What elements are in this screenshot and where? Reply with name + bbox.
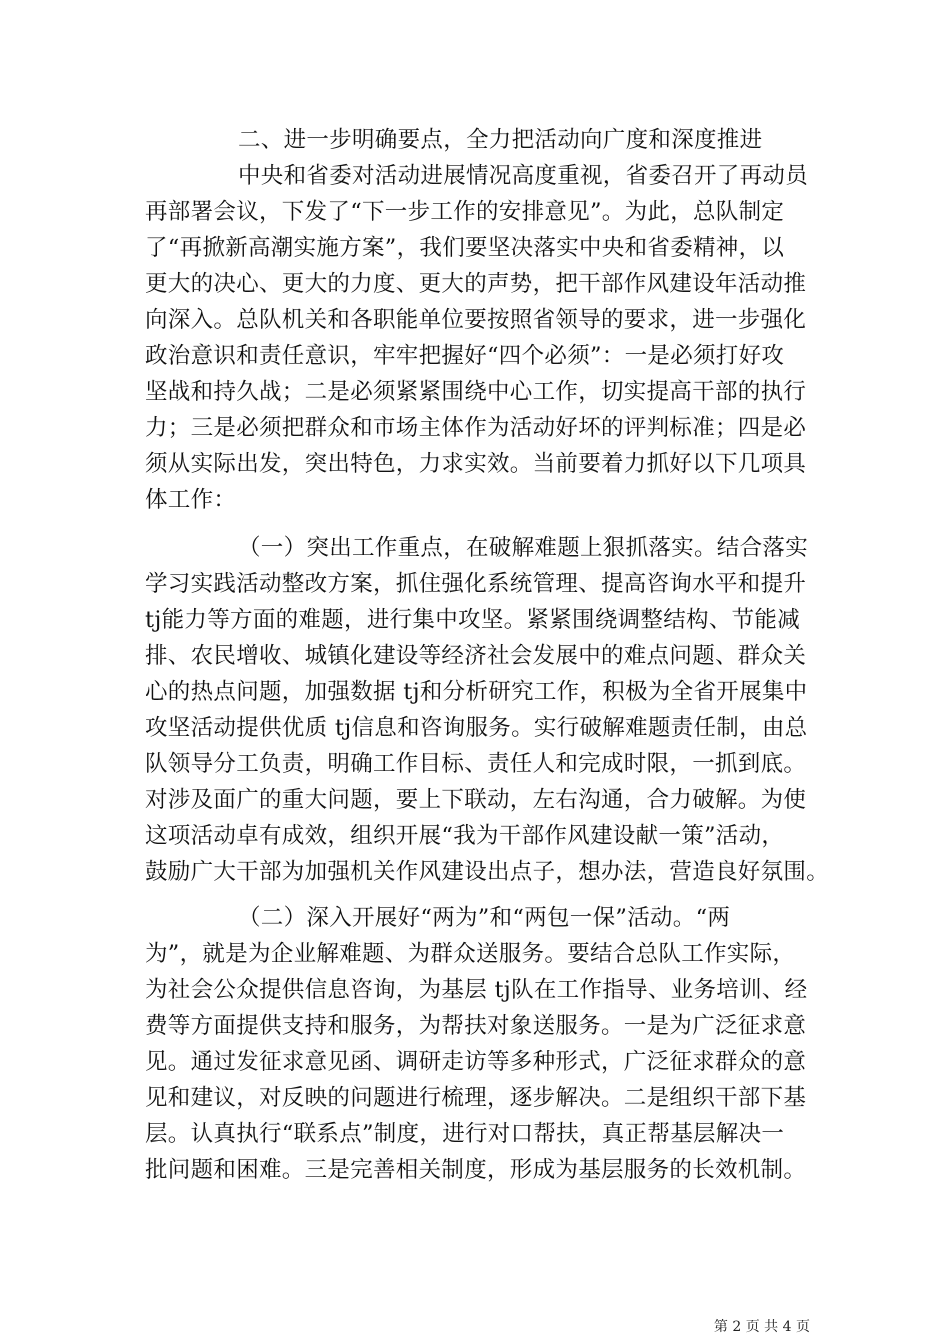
paragraph-2-line: 队领导分工负责，明确工作目标、责任人和完成时限，一抓到底。	[145, 751, 807, 777]
paragraph-2-line: 学习实践活动整改方案，抓住强化系统管理、提高咨询水平和提升	[145, 571, 807, 597]
paragraph-3-line: （二）深入开展好“两为”和“两包一保”活动。“两	[238, 905, 731, 931]
paragraph-2-line: 鼓励广大干部为加强机关作风建设出点子，想办法，营造良好氛围。	[145, 859, 830, 885]
paragraph-1-line: 体工作：	[145, 487, 237, 513]
paragraph-3-line: 费等方面提供支持和服务，为帮扶对象送服务。一是为广泛征求意	[145, 1013, 807, 1039]
paragraph-2-line: 排、农民增收、城镇化建设等经济社会发展中的难点问题、群众关	[145, 643, 807, 669]
paragraph-3-line: 为社会公众提供信息咨询，为基层 tj队在工作指导、业务培训、经	[145, 977, 808, 1003]
paragraph-1-line: 更大的决心、更大的力度、更大的声势，把干部作风建设年活动推	[145, 271, 807, 297]
paragraph-3-line: 为”，就是为企业解难题、为群众送服务。要结合总队工作实际，	[145, 941, 796, 967]
paragraph-3-line: 见和建议，对反映的问题进行梳理，逐步解决。二是组织干部下基	[145, 1085, 807, 1111]
paragraph-2-line: tj能力等方面的难题，进行集中攻坚。紧紧围绕调整结构、节能减	[145, 607, 801, 633]
paragraph-2-line: 这项活动卓有成效，组织开展“我为干部作风建设献一策”活动，	[145, 823, 785, 849]
paragraph-3-line: 见。通过发征求意见函、调研走访等多种形式，广泛征求群众的意	[145, 1049, 807, 1075]
section-heading: 二、进一步明确要点，全力把活动向广度和深度推进	[238, 127, 763, 153]
paragraph-1-line: 了“再掀新高潮实施方案”，我们要坚决落实中央和省委精神，以	[145, 235, 785, 261]
paragraph-1-line: 力；三是必须把群众和市场主体作为活动好坏的评判标准；四是必	[145, 415, 807, 441]
paragraph-1-line: 政治意识和责任意识，牢牢把握好“四个必须”：一是必须打好攻	[145, 343, 785, 369]
paragraph-2-line: 心的热点问题，加强数据 tj和分析研究工作，积极为全省开展集中	[145, 679, 808, 705]
paragraph-2-line: 对涉及面广的重大问题，要上下联动，左右沟通，合力破解。为使	[145, 787, 807, 813]
paragraph-2-line: （一）突出工作重点，在破解难题上狠抓落实。结合落实	[238, 535, 809, 561]
paragraph-1-line: 须从实际出发，突出特色，力求实效。当前要着力抓好以下几项具	[145, 451, 807, 477]
paragraph-1-line: 再部署会议，下发了“下一步工作的安排意见”。为此，总队制定	[145, 199, 785, 225]
page-number-footer: 第 2 页 共 4 页	[713, 1319, 810, 1335]
paragraph-1-line: 坚战和持久战；二是必须紧紧围绕中心工作，切实提高干部的执行	[145, 379, 807, 405]
paragraph-3-line: 批问题和困难。三是完善相关制度，形成为基层服务的长效机制。	[145, 1157, 807, 1183]
paragraph-1-line: 中央和省委对活动进展情况高度重视，省委召开了再动员	[238, 163, 809, 189]
paragraph-2-line: 攻坚活动提供优质 tj信息和咨询服务。实行破解难题责任制，由总	[145, 715, 808, 741]
paragraph-3-line: 层。认真执行“联系点”制度，进行对口帮扶，真正帮基层解决一	[145, 1121, 785, 1147]
paragraph-1-line: 向深入。总队机关和各职能单位要按照省领导的要求，进一步强化	[145, 307, 807, 333]
